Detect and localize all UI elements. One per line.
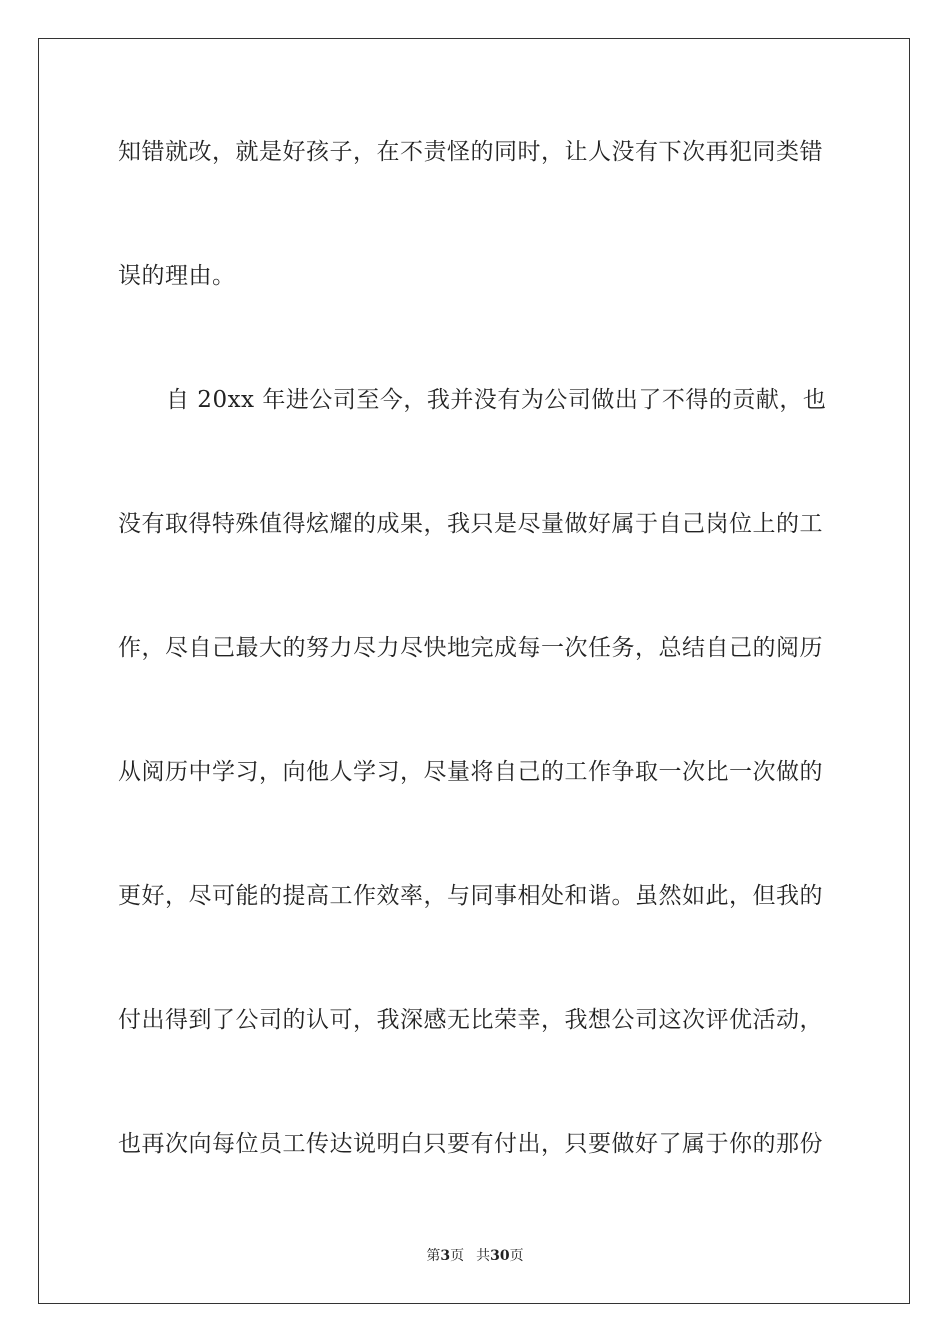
text-line-8: 付出得到了公司的认可，我深感无比荣幸，我想公司这次评优活动， bbox=[118, 1007, 823, 1033]
text-line-2: 误的理由。 bbox=[118, 263, 236, 289]
text-line-7: 更好，尽可能的提高工作效率，与同事相处和谐。虽然如此，但我的 bbox=[118, 883, 823, 909]
text-line-5: 作，尽自己最大的努力尽力尽快地完成每一次任务，总结自己的阅历 bbox=[118, 635, 823, 661]
text-line-4: 没有取得特殊值得炫耀的成果，我只是尽量做好属于自己岗位上的工 bbox=[118, 511, 823, 537]
footer-page-prefix: 第 bbox=[426, 1248, 441, 1264]
page-border bbox=[38, 38, 910, 1304]
footer-page-total: 30 bbox=[490, 1248, 510, 1264]
footer-total-prefix: 共 bbox=[476, 1248, 491, 1264]
text-line-6: 从阅历中学习，向他人学习，尽量将自己的工作争取一次比一次做的 bbox=[118, 759, 823, 785]
footer-page-current: 3 bbox=[440, 1248, 451, 1264]
footer-total-suffix: 页 bbox=[509, 1248, 524, 1264]
text-line-9: 也再次向每位员工传达说明白只要有付出，只要做好了属于你的那份 bbox=[118, 1131, 823, 1157]
footer-page-suffix: 页 bbox=[450, 1248, 465, 1264]
text-line-3: 自 20xx 年进公司至今，我并没有为公司做出了不得的贡献，也 bbox=[166, 387, 827, 413]
text-line-1: 知错就改，就是好孩子，在不责怪的同时，让人没有下次再犯同类错 bbox=[118, 139, 823, 165]
page-footer bbox=[0, 1247, 950, 1265]
